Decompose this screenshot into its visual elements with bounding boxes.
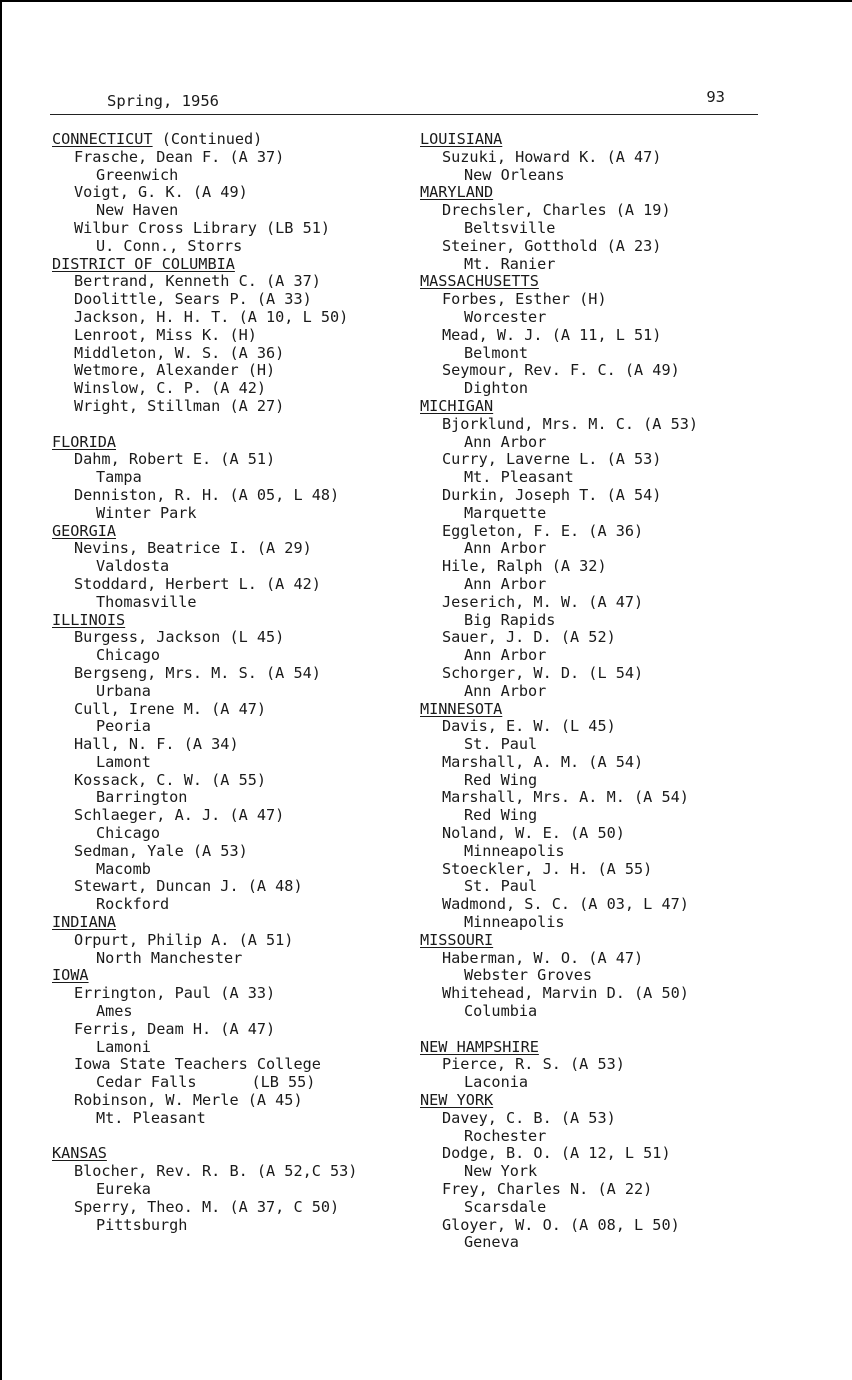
member-name: Pierce, R. S. (A 53) <box>442 1055 625 1074</box>
state-heading-line <box>420 1092 840 1110</box>
state-section <box>52 1145 422 1234</box>
member-name: Jeserich, M. W. (A 47) <box>442 592 644 611</box>
member-name: Steiner, Gotthold (A 23) <box>442 236 662 255</box>
member-name: Bergseng, Mrs. M. S. (A 54) <box>74 663 321 682</box>
member-location: Ann Arbor <box>464 574 547 593</box>
member-location: Lamont <box>96 752 151 771</box>
member-name: Frey, Charles N. (A 22) <box>442 1180 653 1199</box>
member-location: New Orleans <box>464 165 565 184</box>
section-gap <box>420 1021 840 1039</box>
member-name: Robinson, W. Merle (A 45) <box>74 1091 303 1110</box>
member-location: Beltsville <box>464 218 556 237</box>
member-location: Mt. Ranier <box>464 254 556 273</box>
state-heading: MINNESOTA <box>420 699 503 718</box>
member-location: Mt. Pleasant <box>464 468 574 487</box>
state-heading: LOUISIANA <box>420 130 503 148</box>
member-name: Schlaeger, A. J. (A 47) <box>74 806 285 825</box>
member-name: Gloyer, W. O. (A 08, L 50) <box>442 1215 680 1234</box>
member-name: Drechsler, Charles (A 19) <box>442 201 671 220</box>
state-section <box>52 131 422 256</box>
member-location: Cedar Falls (LB 55) <box>96 1073 316 1092</box>
member-location: Minneapolis <box>464 913 565 932</box>
member-name: Bertrand, Kenneth C. (A 37) <box>74 272 321 291</box>
state-heading: MICHIGAN <box>420 396 494 415</box>
member-name: Wilbur Cross Library (LB 51) <box>74 218 331 237</box>
state-heading-line <box>52 434 422 452</box>
state-heading: IOWA <box>52 966 89 985</box>
member-name: Eggleton, F. E. (A 36) <box>442 521 644 540</box>
state-heading-line <box>420 184 840 202</box>
member-location: Rockford <box>96 895 170 914</box>
member-name: Kossack, C. W. (A 55) <box>74 770 267 789</box>
member-name: Ferris, Deam H. (A 47) <box>74 1019 276 1038</box>
page-header <box>50 88 758 115</box>
member-location: Greenwich <box>96 165 179 184</box>
member-name: Blocher, Rev. R. B. (A 52,C 53) <box>74 1162 358 1181</box>
member-location: Webster Groves <box>464 966 593 985</box>
state-section <box>52 523 422 612</box>
member-location: Ann Arbor <box>464 539 547 558</box>
member-name: Orpurt, Philip A. (A 51) <box>74 930 294 949</box>
member-name: Winslow, C. P. (A 42) <box>74 379 267 398</box>
member-location: Scarsdale <box>464 1197 547 1216</box>
member-name: Bjorklund, Mrs. M. C. (A 53) <box>442 414 699 433</box>
member-name: Frasche, Dean F. (A 37) <box>74 147 285 166</box>
member-location: Chicago <box>96 646 161 665</box>
state-section <box>420 701 840 932</box>
state-section <box>420 184 840 273</box>
right-column <box>420 131 840 1252</box>
member-location: Worcester <box>464 307 547 326</box>
member-location: Eureka <box>96 1180 151 1199</box>
state-heading: NEW YORK <box>420 1091 494 1110</box>
member-name: Suzuki, Howard K. (A 47) <box>442 147 662 166</box>
member-location: Marquette <box>464 503 547 522</box>
member-name: Lenroot, Miss K. (H) <box>74 325 257 344</box>
member-name: Stewart, Duncan J. (A 48) <box>74 877 303 896</box>
member-name: Davey, C. B. (A 53) <box>442 1108 616 1127</box>
state-heading-line <box>420 701 840 719</box>
member-name: Denniston, R. H. (A 05, L 48) <box>74 485 340 504</box>
state-heading-line <box>52 256 422 274</box>
state-section <box>420 932 840 1039</box>
left-column <box>52 131 422 1234</box>
state-heading: GEORGIA <box>52 521 117 540</box>
member-location: Lamoni <box>96 1037 151 1056</box>
state-section <box>420 398 840 701</box>
page-number: 93 <box>706 88 725 106</box>
state-heading-line <box>52 1145 422 1163</box>
member-location: U. Conn., Storrs <box>96 236 243 255</box>
member-location: Tampa <box>96 468 142 487</box>
state-section <box>420 131 840 184</box>
member-location: Barrington <box>96 788 188 807</box>
member-name: Stoeckler, J. H. (A 55) <box>442 859 653 878</box>
member-name: Dodge, B. O. (A 12, L 51) <box>442 1144 671 1163</box>
state-heading: NEW HAMPSHIRE <box>420 1037 539 1056</box>
state-heading-line <box>420 131 840 149</box>
member-name: Cull, Irene M. (A 47) <box>74 699 267 718</box>
state-section <box>52 967 422 1145</box>
state-heading-line <box>52 967 422 985</box>
state-heading-line <box>420 932 840 950</box>
section-gap <box>52 1128 422 1146</box>
member-name: Wadmond, S. C. (A 03, L 47) <box>442 895 689 914</box>
state-section <box>52 914 422 967</box>
member-location: Chicago <box>96 824 161 843</box>
member-name: Marshall, A. M. (A 54) <box>442 752 644 771</box>
state-heading: ILLINOIS <box>52 610 126 629</box>
state-heading: FLORIDA <box>52 432 117 451</box>
member-location: Ann Arbor <box>464 432 547 451</box>
member-location: St. Paul <box>464 735 538 754</box>
member-name: Durkin, Joseph T. (A 54) <box>442 485 662 504</box>
state-heading-line <box>52 523 422 541</box>
member-name: Whitehead, Marvin D. (A 50) <box>442 984 689 1003</box>
member-location: Red Wing <box>464 806 538 825</box>
member-location: Geneva <box>464 1233 519 1252</box>
state-heading-line <box>420 398 840 416</box>
member-name: Mead, W. J. (A 11, L 51) <box>442 325 662 344</box>
state-heading: CONNECTICUT <box>52 130 153 148</box>
member-name: Iowa State Teachers College <box>74 1055 321 1074</box>
member-location: Columbia <box>464 1002 538 1021</box>
member-name: Curry, Laverne L. (A 53) <box>442 450 662 469</box>
state-heading: INDIANA <box>52 913 117 932</box>
state-heading-line <box>52 131 422 149</box>
member-name: Haberman, W. O. (A 47) <box>442 948 644 967</box>
state-heading: MASSACHUSETTS <box>420 272 539 291</box>
state-heading-line <box>420 273 840 291</box>
member-location: St. Paul <box>464 877 538 896</box>
member-location: Mt. Pleasant <box>96 1108 206 1127</box>
member-location: Macomb <box>96 859 151 878</box>
member-name: Davis, E. W. (L 45) <box>442 717 616 736</box>
member-location: Thomasville <box>96 592 197 611</box>
member-location: Pittsburgh <box>96 1215 188 1234</box>
member-name: Schorger, W. D. (L 54) <box>442 663 644 682</box>
member-name: Stoddard, Herbert L. (A 42) <box>74 574 321 593</box>
issue-date: Spring, 1956 <box>107 92 219 110</box>
member-location: Valdosta <box>96 557 170 576</box>
member-name: Doolittle, Sears P. (A 33) <box>74 290 312 309</box>
member-location: Ann Arbor <box>464 646 547 665</box>
member-location: New Haven <box>96 201 179 220</box>
state-heading: MISSOURI <box>420 930 494 949</box>
member-name: Forbes, Esther (H) <box>442 290 607 309</box>
member-location: Big Rapids <box>464 610 556 629</box>
member-location: New York <box>464 1162 538 1181</box>
member-location: Urbana <box>96 681 151 700</box>
state-section <box>420 1092 840 1252</box>
state-heading-suffix: (Continued) <box>152 130 263 148</box>
member-name: Sedman, Yale (A 53) <box>74 841 248 860</box>
member-name: Dahm, Robert E. (A 51) <box>74 450 276 469</box>
member-name: Sauer, J. D. (A 52) <box>442 628 616 647</box>
state-heading: MARYLAND <box>420 183 494 202</box>
state-section <box>52 256 422 434</box>
member-name: Voigt, G. K. (A 49) <box>74 183 248 202</box>
state-section <box>52 434 422 523</box>
state-heading: DISTRICT OF COLUMBIA <box>52 254 235 273</box>
member-name: Nevins, Beatrice I. (A 29) <box>74 539 312 558</box>
member-name: Errington, Paul (A 33) <box>74 984 276 1003</box>
member-location: Winter Park <box>96 503 197 522</box>
member-name: Jackson, H. H. T. (A 10, L 50) <box>74 307 349 326</box>
member-name: Hall, N. F. (A 34) <box>74 735 239 754</box>
member-name: Wetmore, Alexander (H) <box>74 361 276 380</box>
member-name: Middleton, W. S. (A 36) <box>74 343 285 362</box>
member-name: Sperry, Theo. M. (A 37, C 50) <box>74 1197 340 1216</box>
member-location: North Manchester <box>96 948 243 967</box>
member-name: Noland, W. E. (A 50) <box>442 824 625 843</box>
member-name: Wright, Stillman (A 27) <box>74 396 285 415</box>
member-location: Ann Arbor <box>464 681 547 700</box>
state-heading-line <box>52 612 422 630</box>
state-heading-line <box>52 914 422 932</box>
member-location: Laconia <box>464 1073 529 1092</box>
member-name: Seymour, Rev. F. C. (A 49) <box>442 361 680 380</box>
member-location: Dighton <box>464 379 529 398</box>
state-section <box>52 612 422 915</box>
member-location: Red Wing <box>464 770 538 789</box>
member-name: Marshall, Mrs. A. M. (A 54) <box>442 788 689 807</box>
member-location: Belmont <box>464 343 529 362</box>
member-location: Minneapolis <box>464 841 565 860</box>
state-section <box>420 273 840 398</box>
state-heading: KANSAS <box>52 1144 107 1163</box>
member-location: Rochester <box>464 1126 547 1145</box>
member-name: Hile, Ralph (A 32) <box>442 557 607 576</box>
state-heading-line <box>420 1039 840 1057</box>
member-name: Burgess, Jackson (L 45) <box>74 628 285 647</box>
state-section <box>420 1039 840 1092</box>
member-location: Ames <box>96 1002 133 1021</box>
section-gap <box>52 416 422 434</box>
member-location: Peoria <box>96 717 151 736</box>
